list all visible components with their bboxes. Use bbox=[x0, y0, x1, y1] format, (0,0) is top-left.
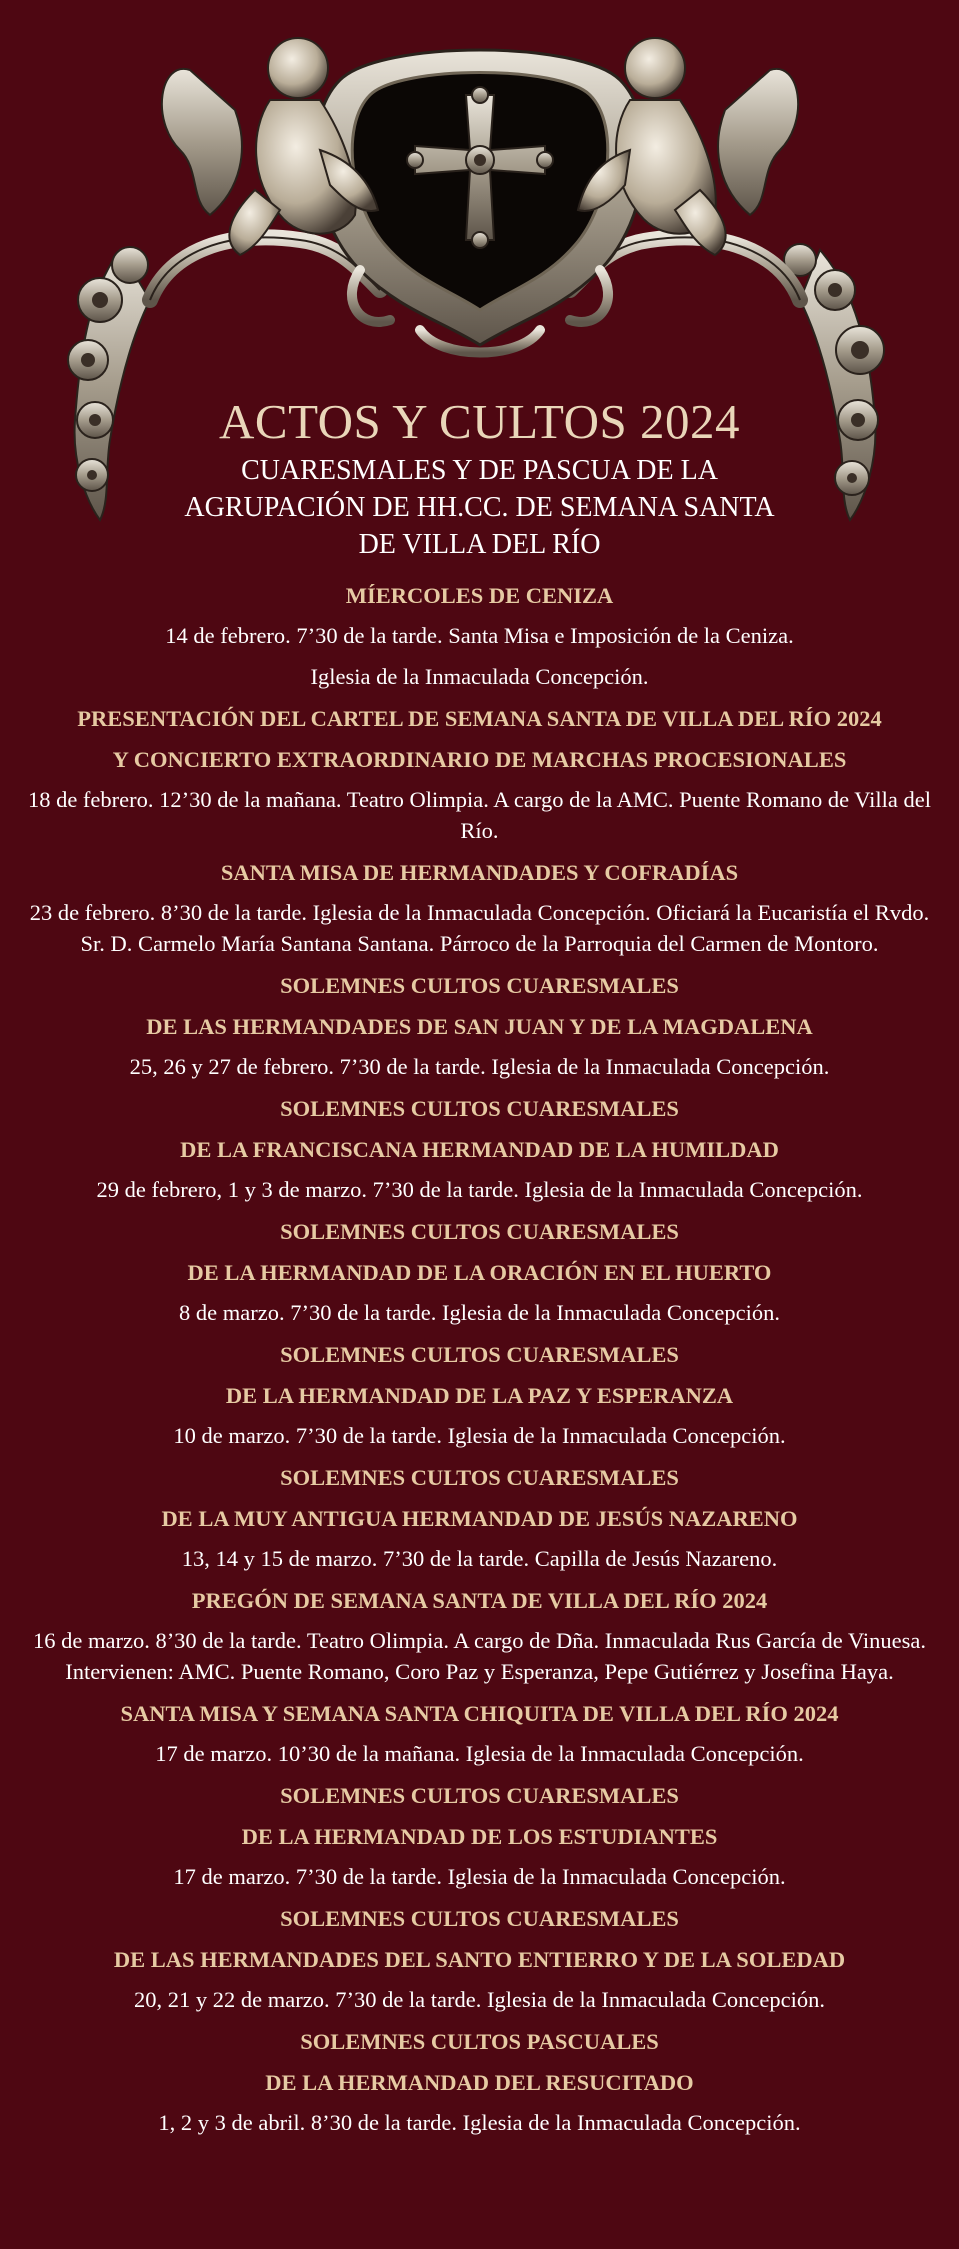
subtitle-line: AGRUPACIÓN DE HH.CC. DE SEMANA SANTA bbox=[184, 492, 775, 523]
event-heading: Y CONCIERTO EXTRAORDINARIO DE MARCHAS PROCESIONALES bbox=[112, 747, 847, 772]
event-item bbox=[20, 1898, 939, 2021]
event-heading: DE LA HERMANDAD DE LOS ESTUDIANTES bbox=[241, 1824, 718, 1849]
event-item bbox=[20, 965, 939, 1088]
event-item bbox=[20, 1580, 939, 1693]
event-heading: SANTA MISA Y SEMANA SANTA CHIQUITA DE VILLA DEL RÍO 2024 bbox=[120, 1701, 839, 1726]
subtitle-line: DE VILLA DEL RÍO bbox=[358, 529, 601, 560]
event-detail: 20, 21 y 22 de marzo. 7’30 de la tarde. Iglesia de la Inmaculada Concepción. bbox=[134, 1987, 825, 2012]
event-heading: MÍERCOLES DE CENIZA bbox=[345, 583, 614, 608]
event-detail: 8 de marzo. 7’30 de la tarde. Iglesia de la Inmaculada Concepción. bbox=[179, 1300, 780, 1325]
event-heading: SOLEMNES CULTOS CUARESMALES bbox=[280, 1342, 679, 1367]
event-detail: 25, 26 y 27 de febrero. 7’30 de la tarde. Iglesia de la Inmaculada Concepción. bbox=[129, 1054, 830, 1079]
events-list bbox=[20, 575, 939, 2144]
event-detail: 10 de marzo. 7’30 de la tarde. Iglesia de la Inmaculada Concepción. bbox=[173, 1423, 786, 1448]
event-heading: SOLEMNES CULTOS CUARESMALES bbox=[280, 1465, 679, 1490]
event-heading: DE LA HERMANDAD DEL RESUCITADO bbox=[265, 2070, 694, 2095]
event-heading: SOLEMNES CULTOS CUARESMALES bbox=[280, 1219, 679, 1244]
event-detail: 17 de marzo. 10’30 de la mañana. Iglesia de la Inmaculada Concepción. bbox=[155, 1741, 804, 1766]
event-detail: 1, 2 y 3 de abril. 8’30 de la tarde. Iglesia de la Inmaculada Concepción. bbox=[158, 2110, 801, 2135]
event-detail: 14 de febrero. 7’30 de la tarde. Santa Misa e Imposición de la Ceniza. bbox=[165, 623, 794, 648]
event-detail: 29 de febrero, 1 y 3 de marzo. 7’30 de la tarde. Iglesia de la Inmaculada Concepción. bbox=[96, 1177, 863, 1202]
event-heading: DE LAS HERMANDADES DEL SANTO ENTIERRO Y DE LA SOLEDAD bbox=[113, 1947, 846, 1972]
subtitle-line: CUARESMALES Y DE PASCUA DE LA bbox=[241, 455, 718, 486]
event-heading: DE LAS HERMANDADES DE SAN JUAN Y DE LA MAGDALENA bbox=[146, 1014, 813, 1039]
event-heading: SOLEMNES CULTOS CUARESMALES bbox=[280, 973, 679, 998]
event-heading: DE LA FRANCISCANA HERMANDAD DE LA HUMILDAD bbox=[180, 1137, 779, 1162]
event-item bbox=[20, 1088, 939, 1211]
event-heading: SOLEMNES CULTOS CUARESMALES bbox=[280, 1783, 679, 1808]
event-detail: 17 de marzo. 7’30 de la tarde. Iglesia de la Inmaculada Concepción. bbox=[173, 1864, 786, 1889]
page-subtitle bbox=[0, 452, 959, 563]
event-item bbox=[20, 1693, 939, 1775]
event-item bbox=[20, 575, 939, 698]
event-heading: DE LA MUY ANTIGUA HERMANDAD DE JESÚS NAZARENO bbox=[161, 1506, 798, 1531]
event-detail: 13, 14 y 15 de marzo. 7’30 de la tarde. Capilla de Jesús Nazareno. bbox=[181, 1546, 778, 1571]
event-detail: 23 de febrero. 8’30 de la tarde. Iglesia de la Inmaculada Concepción. Oficiará la Eucaristía el Rvdo. Sr. D. Carmelo María Santana Santana. Párroco de la Parroquia del Carmen de Montoro. bbox=[29, 900, 930, 956]
event-heading: DE LA HERMANDAD DE LA ORACIÓN EN EL HUERTO bbox=[187, 1260, 772, 1285]
event-detail: Iglesia de la Inmaculada Concepción. bbox=[310, 664, 649, 689]
event-heading: PREGÓN DE SEMANA SANTA DE VILLA DEL RÍO 2024 bbox=[191, 1588, 768, 1613]
event-item bbox=[20, 1211, 939, 1334]
event-item bbox=[20, 2021, 939, 2144]
event-item bbox=[20, 1775, 939, 1898]
event-heading: SOLEMNES CULTOS PASCUALES bbox=[300, 2029, 659, 2054]
event-heading: PRESENTACIÓN DEL CARTEL DE SEMANA SANTA DE VILLA DEL RÍO 2024 bbox=[77, 706, 882, 731]
event-heading: SOLEMNES CULTOS CUARESMALES bbox=[280, 1096, 679, 1121]
event-heading: SANTA MISA DE HERMANDADES Y COFRADÍAS bbox=[220, 860, 739, 885]
event-item bbox=[20, 852, 939, 965]
event-heading: DE LA HERMANDAD DE LA PAZ Y ESPERANZA bbox=[225, 1383, 734, 1408]
page-title: ACTOS Y CULTOS 2024 bbox=[219, 394, 740, 449]
event-detail: 18 de febrero. 12’30 de la mañana. Teatro Olimpia. A cargo de la AMC. Puente Romano de Villa del Río. bbox=[27, 787, 932, 843]
event-item bbox=[20, 1457, 939, 1580]
event-detail: 16 de marzo. 8’30 de la tarde. Teatro Olimpia. A cargo de Dña. Inmaculada Rus García de Vinuesa. Intervienen: AMC. Puente Romano, Coro Paz y Esperanza, Pepe Gutiérrez y Josefina Haya. bbox=[32, 1628, 927, 1684]
event-item bbox=[20, 698, 939, 852]
event-item bbox=[20, 1334, 939, 1457]
event-heading: SOLEMNES CULTOS CUARESMALES bbox=[280, 1906, 679, 1931]
